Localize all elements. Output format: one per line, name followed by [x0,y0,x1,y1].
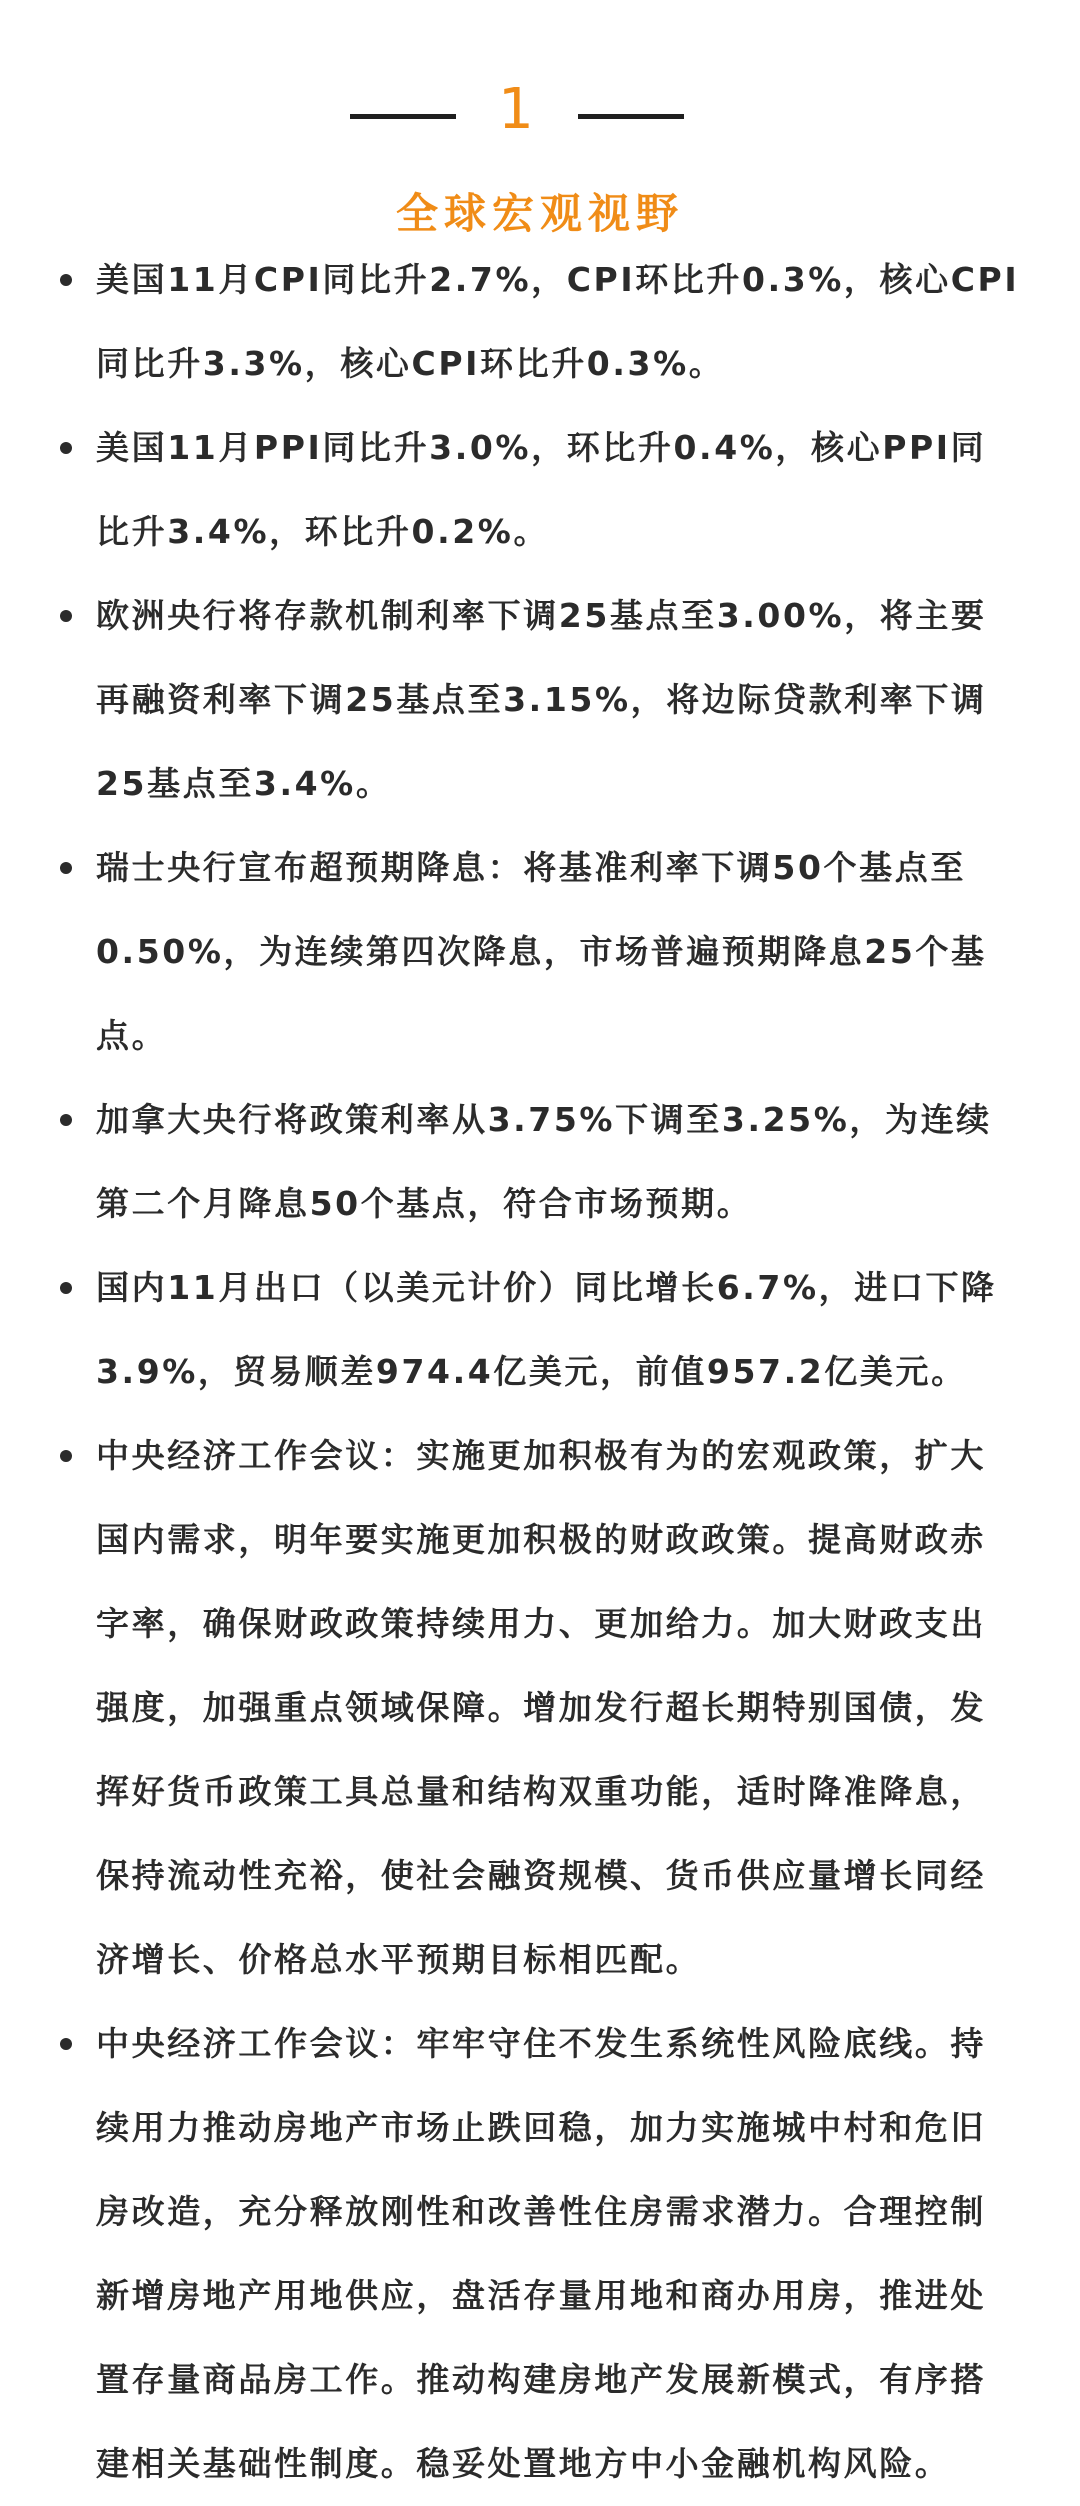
bullet-item-boc [0,1078,1080,1246]
bullet-item-cewc-risk [0,2002,1080,2506]
bullet-dot-icon [60,1114,72,1126]
bullet-item-ecb [0,574,1080,826]
bullet-item-us-ppi [0,406,1080,574]
bullet-item-us-cpi [0,238,1080,406]
bullet-text: 中央经济工作会议：牢牢守住不发生系统性风险底线。持续用力推动房地产市场止跌回稳，加力实施城中村和危旧房改造，充分释放刚性和改善性住房需求潜力。合理控制新增房地产用地供应，盘活存量用地和商办用房，推进处置存量商品房工作。推动构建房地产发展新模式，有序搭建相关基础性制度。稳妥处置地方中小金融机构风险。 [96,2024,986,2483]
bullet-dot-icon [60,1282,72,1294]
section-number: 1 [498,77,534,142]
section-header [0,77,1080,142]
bullet-item-snb [0,826,1080,1078]
bullet-dot-icon [60,1450,72,1462]
bullet-text: 美国11月PPI同比升3.0%，环比升0.4%，核心PPI同比升3.4%，环比升0.2%。 [96,428,987,551]
header-rule-left [350,114,456,119]
bullet-dot-icon [60,862,72,874]
section-title: 全球宏观视野 [395,189,684,238]
bullet-text: 欧洲央行将存款机制利率下调25基点至3.00%，将主要再融资利率下调25基点至3.15%，将边际贷款利率下调25基点至3.4%。 [96,596,987,803]
bullet-text: 瑞士央行宣布超预期降息：将基准利率下调50个基点至0.50%，为连续第四次降息，市场普遍预期降息25个基点。 [96,848,987,1055]
bullet-text: 中央经济工作会议：实施更加积极有为的宏观政策，扩大国内需求，明年要实施更加积极的财政政策。提高财政赤字率，确保财政政策持续用力、更加给力。加大财政支出强度，加强重点领域保障。增加发行超长期特别国债，发挥好货币政策工具总量和结构双重功能，适时降准降息，保持流动性充裕，使社会融资规模、货币供应量增长同经济增长、价格总水平预期目标相匹配。 [96,1436,986,1979]
header-rule-right [578,114,684,119]
bullet-text: 美国11月CPI同比升2.7%，CPI环比升0.3%，核心CPI同比升3.3%，核心CPI环比升0.3%。 [96,260,1020,383]
news-bullet-list [0,238,1080,2506]
bullet-text: 加拿大央行将政策利率从3.75%下调至3.25%，为连续第二个月降息50个基点，符合市场预期。 [96,1100,992,1223]
bullet-dot-icon [60,2038,72,2050]
bullet-dot-icon [60,610,72,622]
bullet-item-cewc-macro-policy [0,1414,1080,2002]
bullet-dot-icon [60,442,72,454]
bullet-text: 国内11月出口（以美元计价）同比增长6.7%，进口下降3.9%，贸易顺差974.4亿美元，前值957.2亿美元。 [96,1268,997,1391]
bullet-item-china-trade [0,1246,1080,1414]
bullet-dot-icon [60,274,72,286]
